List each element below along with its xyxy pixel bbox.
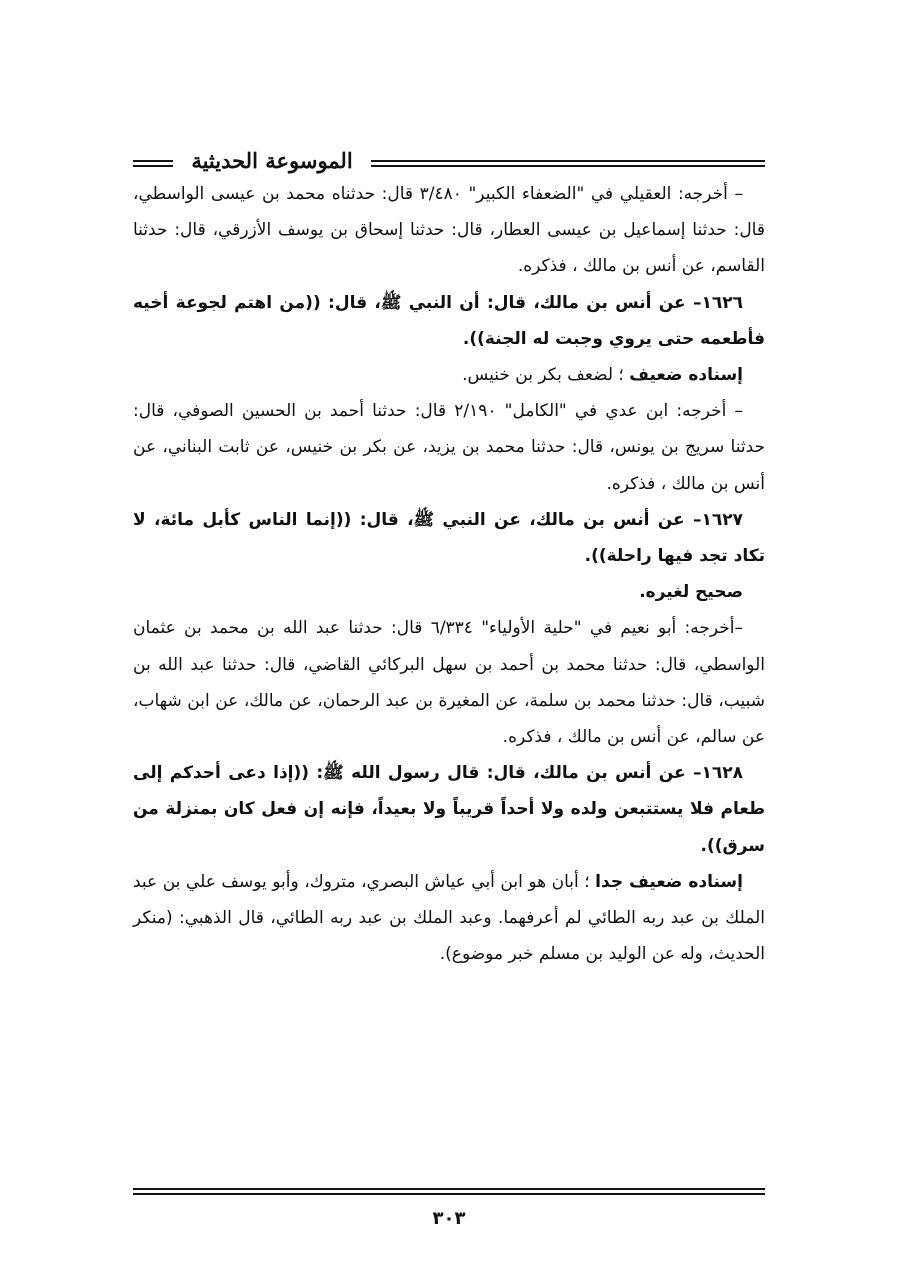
- hadith-paragraph: ١٦٢٨– عن أنس بن مالك، قال: قال رسول الله ﷺ: ((إذا دعى أحدكم إلى طعام فلا يستتبعن ولده ولا أحداً قريباً ولا بعيداً، فإنه إن فعل كان بمنزلة من سرق)).: [133, 763, 765, 856]
- grading-paragraph: صحيح لغيره.: [639, 582, 743, 603]
- takhrij-paragraph: – أخرجه: ابن عدي في "الكامل" ٢/١٩٠ قال: حدثنا أحمد بن الحسين الصوفي، قال: حدثنا سريج بن يونس، قال: حدثنا محمد بن يزيد، عن بكر بن خنيس، عن ثابت البناني، عن أنس بن مالك ، فذكره.: [133, 401, 765, 494]
- footer-rule: [133, 1188, 765, 1195]
- page-body: [133, 176, 765, 972]
- page-number: ٣٠٣: [432, 1208, 466, 1229]
- takhrij-paragraph: –أخرجه: أبو نعيم في "حلية الأولياء" ٦/٣٣٤ قال: حدثنا عبد الله بن محمد بن عثمان الواسطي، قال: حدثنا محمد بن أحمد بن سهل البركائي القاضي، قال: حدثنا عبد الله بن شبيب، قال: حدثنا محمد بن سلمة، عن المغيرة بن عبد الرحمان، عن مالك، عن ابن شهاب، عن سالم، عن أنس بن مالك ، فذكره.: [133, 618, 765, 748]
- header-rule-right: [371, 160, 765, 167]
- header-rule-left: [133, 160, 173, 167]
- grading-paragraph: [133, 357, 765, 393]
- hadith-paragraph: ١٦٢٦– عن أنس بن مالك، قال: أن النبي ﷺ، قال: ((من اهتم لجوعة أخيه فأطعمه حتى يروي وجبت له الجنة)).: [133, 292, 765, 349]
- page-header: [133, 144, 765, 180]
- hadith-paragraph: ١٦٢٧– عن أنس بن مالك، عن النبي ﷺ، قال: ((إنما الناس كأبل مائة، لا تكاد تجد فيها راحلة)).: [133, 509, 765, 567]
- header-title: الموسوعة الحديثية: [191, 148, 353, 173]
- grading-text: ؛ لضعف بكر بن خنيس.: [462, 365, 630, 386]
- takhrij-paragraph: – أخرجه: العقيلي في "الضعفاء الكبير" ٣/٤٨٠ قال: حدثناه محمد بن عيسى الواسطي، قال: حدثنا إسماعيل بن عيسى العطار، قال: حدثنا إسحاق بن يوسف الأزرقي، قال: حدثنا القاسم، عن أنس بن مالك ، فذكره.: [133, 184, 765, 277]
- grading-text: ؛ أبان هو ابن أبي عياش البصري، متروك، وأبو يوسف علي بن عبد الملك بن عبد ربه الطائي لم أعرفهما. وعبد الملك بن عبد ربه الطائي، قال الذهبي: (منكر الحديث، وله عن الوليد بن مسلم خبر موضوع).: [133, 871, 765, 965]
- grading-label: إسناده ضعيف: [629, 365, 743, 386]
- grading-label: إسناده ضعيف جدا: [595, 871, 743, 892]
- grading-paragraph: [133, 864, 765, 973]
